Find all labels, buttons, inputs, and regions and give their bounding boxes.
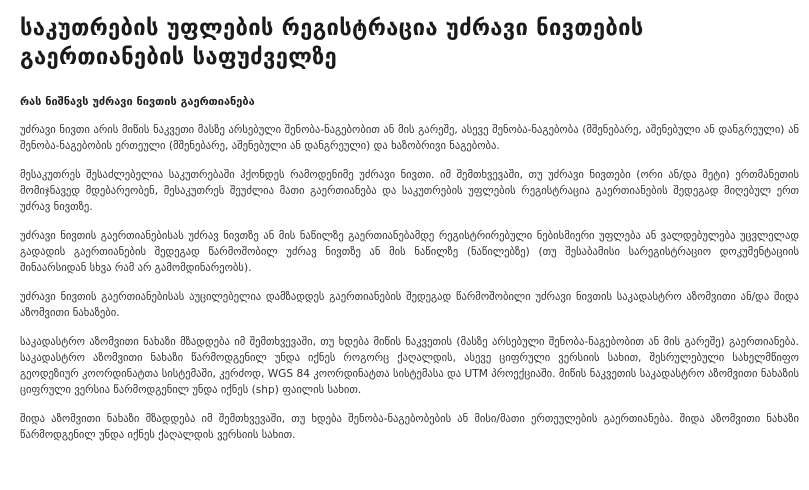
paragraph-rights-transfer: უძრავი ნივთის გაერთიანებისას უძრავ ნივთზე ან მის ნაწილზე გაერთიანებამდე რეგისტრირებული ნებისმიერი უფლება ან ვალდებულება უცვლელად გადადის გაერთიანების შედეგად წარმოშობილ უძრავ ნივთზე ან მის ნაწილზე (ნაწილებზე) (თუ შესაბამისი სარეგისტრაციო დოკუმენტაციის შინაარსიდან სხვა რამ არ გამომდინარეობს).: [20, 230, 799, 274]
paragraph-merging-right: მესაკუთრეს შესაძლებელია საკუთრებაში ჰქონდეს რამოდენიმე უძრავი ნივთი. იმ შემთხვევაში, თუ უძრავი ნივთები (ორი ან/და მეტი) ერთმანეთის მომიჯნავედ მდებარეობენ, მესაკუთრეს შეუძლია მათი გაერთიანება და საკუთრების უფლების რეგისტრაცია გაერთიანების შედეგად მიღებულ ერთ უძრავ ნივთზე.: [20, 169, 799, 213]
paragraph-drawings-required: უძრავი ნივთის გაერთიანებისას აუცილებელია დამზადდეს გაერთიანების შედეგად წარმოშობილი უძრავი ნივთის საკადასტრო აზომვითი ან/და შიდა აზომვითი ნახაზები.: [20, 291, 799, 319]
paragraph-internal-drawing: შიდა აზომვითი ნახაზი მზადდება იმ შემთხვევაში, თუ ხდება შენობა-ნაგებობების ან მისი/მათი ერთეულების გაერთიანება. შიდა აზომვითი ნახაზი წარმოდგენილ უნდა იქნეს ქაღალდის ვერსიის სახით.: [20, 413, 799, 441]
page-title: საკუთრების უფლების რეგისტრაცია უძრავი ნივთების გაერთიანების საფუძველზე: [20, 16, 644, 70]
section-heading: რას ნიშნავს უძრავი ნივთის გაერთიანება: [20, 95, 255, 108]
paragraph-definition: უძრავი ნივთი არის მიწის ნაკვეთი მასზე არსებული შენობა-ნაგებობით ან მის გარეშე, ასევე შენობა-ნაგებობა (მშენებარე, აშენებული ან დანგრეული) ან შენობა-ნაგებობის ერთეული (მშენებარე, აშენებული ან დანგრეული) და ხაზობრივი ნაგებობა.: [20, 124, 799, 152]
paragraph-cadastral-drawing: საკადასტრო აზომვითი ნახაზი მზადდება იმ შემთხვევაში, თუ ხდება მიწის ნაკვეთის (მასზე არსებული შენობა-ნაგებობით ან მის გარეშე) გაერთიანება. საკადასტრო აზომვითი ნახაზი წარმოდგენილ უნდა იქნეს როგორც ქაღალდის, ასევე ციფრული ვერსიის სახით, შესრულებული სახელმწიფო გეოდეზიურ კოორდინატთა სისტემაში, კერძოდ, WGS 84 კოორდინატთა სისტემასა და UTM პროექციაში. მიწის ნაკვეთის საკადასტრო აზომვითი ნახაზის ციფრული ვერსია წარმოდგენილ უნდა იქნეს (shp) ფაილის სახით.: [20, 336, 799, 396]
